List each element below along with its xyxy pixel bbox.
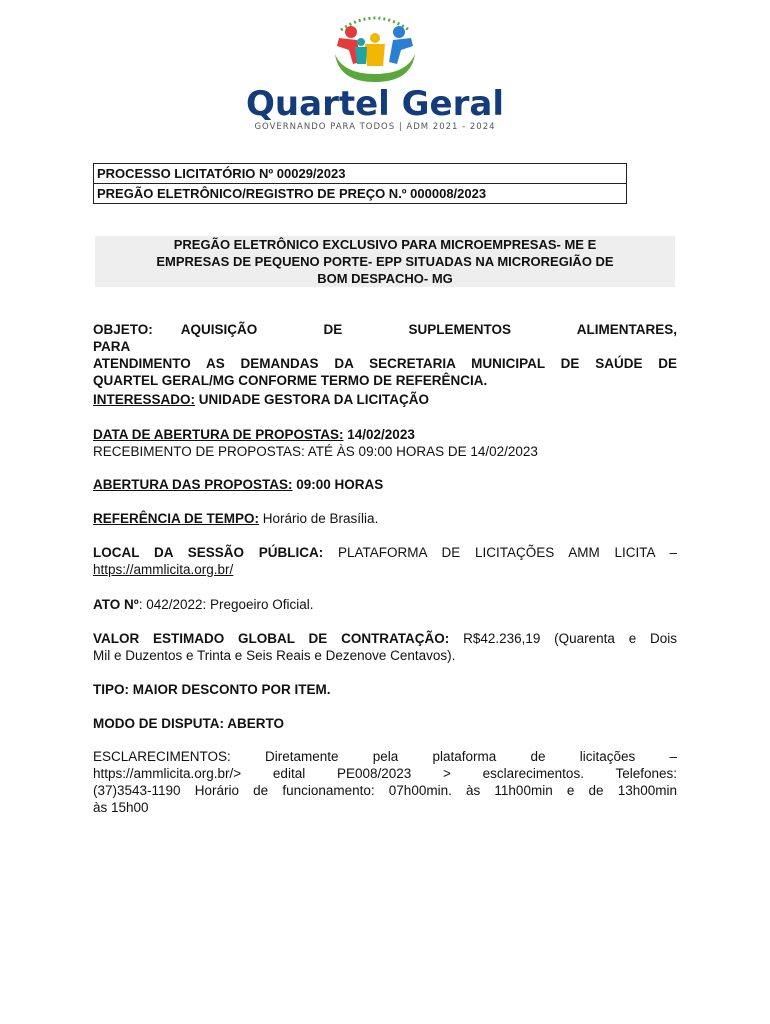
abertura-label: ABERTURA DAS PROPOSTAS:: [93, 477, 293, 492]
abertura-value: 09:00 HORAS: [292, 477, 384, 492]
ammlicita-link[interactable]: https://ammlicita.org.br/: [93, 562, 234, 577]
family-people-icon: [327, 12, 423, 84]
data-abertura-section: [93, 426, 677, 460]
objeto-line: [93, 321, 677, 355]
valor-section: [93, 630, 677, 664]
esclarecimentos-section: [93, 748, 677, 816]
valor-line2: Mil e Duzentos e Trinta e Seis Reais e Dezenove Centavos).: [93, 648, 456, 663]
objeto-label: OBJETO:: [93, 322, 153, 337]
process-number: PROCESSO LICITATÓRIO Nº 00029/2023: [94, 164, 627, 184]
logo: [245, 12, 505, 132]
esclarecimentos-line: ESCLARECIMENTOS: Diretamente pela plataforma de licitações –: [93, 749, 677, 764]
tipo-text: TIPO: MAIOR DESCONTO POR ITEM.: [93, 682, 331, 697]
data-abertura-value: 14/02/2023: [343, 427, 415, 442]
pregao-number: PREGÃO ELETRÔNICO/REGISTRO DE PREÇO N.º 000008/2023: [94, 184, 627, 204]
local-value: PLATAFORMA DE LICITAÇÕES AMM LICITA –: [323, 545, 677, 560]
valor-label: VALOR ESTIMADO GLOBAL DE CONTRATAÇÃO:: [93, 631, 450, 646]
headline-line: PREGÃO ELETRÔNICO EXCLUSIVO PARA MICROEMPRESAS- ME E: [173, 237, 597, 252]
referencia-value: Horário de Brasília.: [259, 511, 379, 526]
interessado-section: [93, 391, 677, 408]
process-box: [93, 163, 627, 204]
referencia-label: REFERÊNCIA DE TEMPO:: [93, 511, 260, 526]
objeto-line3: QUARTEL GERAL/MG CONFORME TERMO DE REFERÊNCIA.: [93, 373, 488, 388]
ato-section: [93, 596, 677, 613]
ato-label: ATO Nº: [93, 597, 139, 612]
referencia-section: [93, 510, 677, 527]
esclarecimentos-line: (37)3543-1190 Horário de funcionamento: 07h00min. às 11h00min e de 13h00min: [93, 783, 677, 798]
objeto-section: [93, 321, 677, 389]
esclarecimentos-line: às 15h00: [93, 800, 149, 815]
objeto-line2: ATENDIMENTO AS DEMANDAS DA SECRETARIA MUNICIPAL DE SAÚDE DE: [93, 356, 677, 371]
esclarecimentos-line: https://ammlicita.org.br/> edital PE008/2023 > esclarecimentos. Telefones:: [93, 766, 677, 781]
interessado-label: INTERESSADO:: [93, 392, 196, 407]
headline-line: BOM DESPACHO- MG: [317, 271, 453, 286]
data-abertura-label: DATA DE ABERTURA DE PROPOSTAS:: [93, 427, 344, 442]
interessado-value: UNIDADE GESTORA DA LICITAÇÃO: [195, 392, 430, 407]
local-label: LOCAL DA SESSÃO PÚBLICA:: [93, 545, 324, 560]
abertura-section: [93, 476, 677, 493]
logo-title: Quartel Geral: [246, 84, 504, 124]
modo-text: MODO DE DISPUTA: ABERTO: [93, 716, 285, 731]
ato-value: : 042/2022: Pregoeiro Oficial.: [138, 597, 314, 612]
recebimento-text: RECEBIMENTO DE PROPOSTAS: ATÉ ÀS 09:00 HORAS DE 14/02/2023: [93, 444, 538, 459]
headline-line: EMPRESAS DE PEQUENO PORTE- EPP SITUADAS NA MICROREGIÃO DE: [156, 254, 614, 269]
logo-subtitle: GOVERNANDO PARA TODOS | ADM 2021 - 2024: [254, 122, 496, 132]
local-section: [93, 544, 677, 578]
headline: [95, 236, 675, 287]
objeto-line1: AQUISIÇÃO DE SUPLEMENTOS ALIMENTARES, PARA: [93, 322, 677, 354]
valor-value: R$42.236,19 (Quarenta e Dois: [449, 631, 677, 646]
